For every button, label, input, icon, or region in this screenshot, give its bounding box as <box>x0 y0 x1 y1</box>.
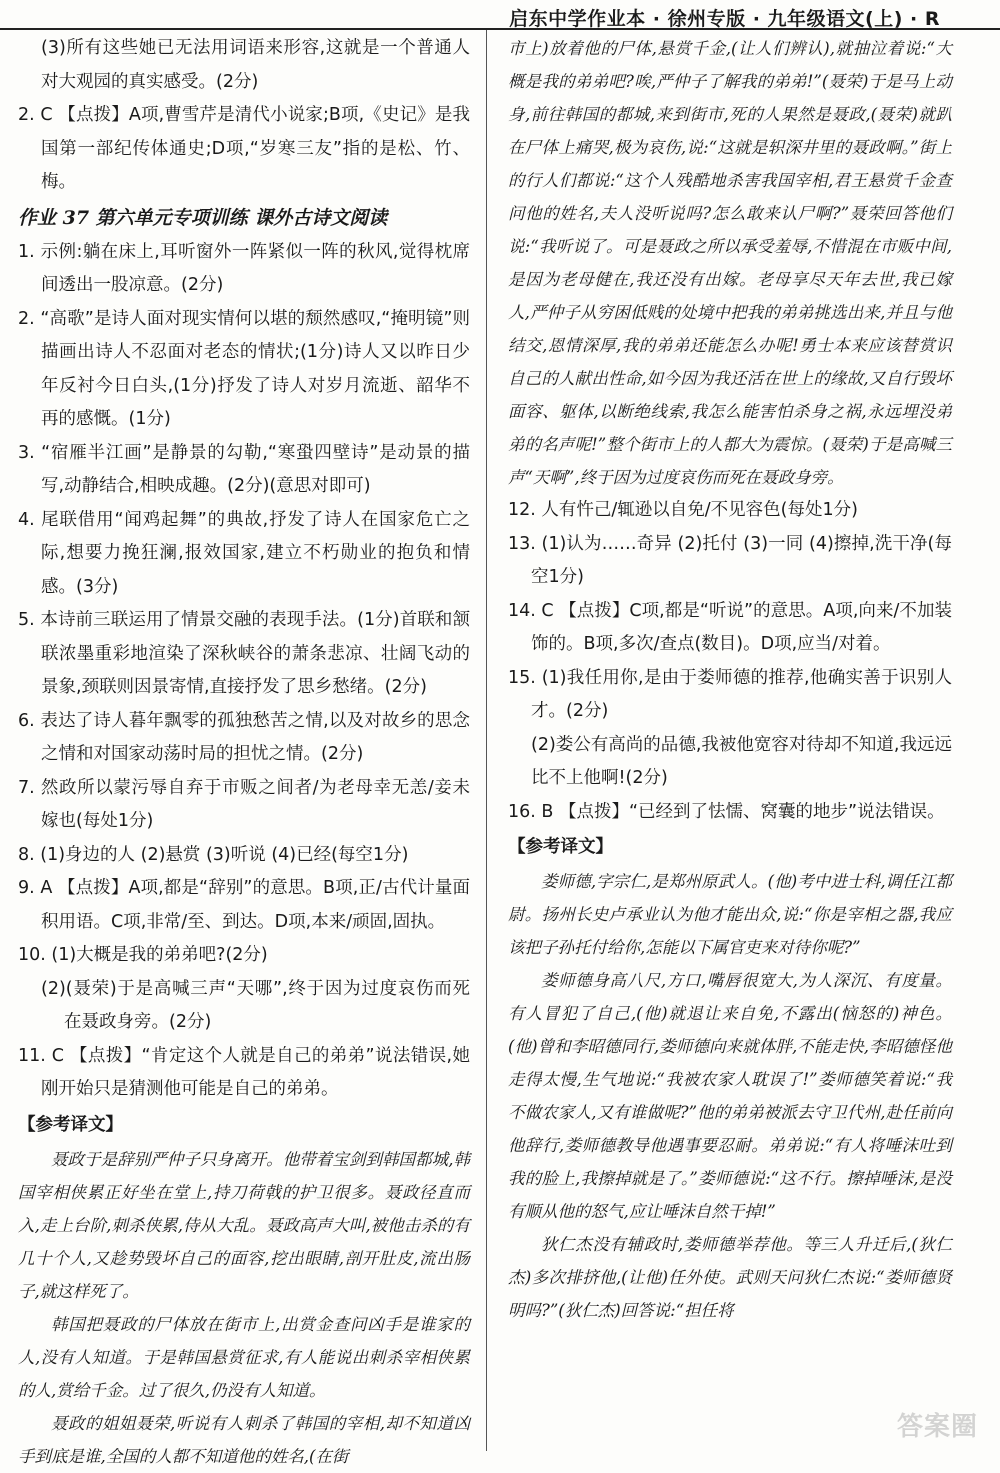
reference-translation-heading: 【参考译文】 <box>18 1114 123 1135</box>
watermark-logo <box>828 1387 978 1443</box>
page-header <box>0 0 1000 30</box>
translation-paragraph: 狄仁杰没有辅政时,娄师德举荐他。等三人升迁后,(狄仁杰)多次排挤他,(让他)任外使。武则天问狄仁杰说:“娄师德贤明吗?”(狄仁杰)回答说:“担任将 <box>508 1235 952 1320</box>
translation-paragraph: 韩国把聂政的尸体放在街市上,出赏金查问凶手是谁家的人,没有人知道。于是韩国悬赏征求,有人能说出刺杀宰相侠累的人,赏给千金。过了很久,仍没有人知道。 <box>18 1314 470 1400</box>
answer-item: 10. (1)大概是我的弟弟吧?(2分) <box>18 945 268 965</box>
answer-item: 5. 本诗前三联运用了情景交融的表现手法。(1分)首联和颔联浓墨重彩地渲染了深秋峡谷的萧条悲凉、壮阔飞动的景象,颈联则因景寄情,直接抒发了思乡愁绪。(2分) <box>18 610 470 697</box>
answer-item: 3. “宿雁半江画”是静景的勾勒,“寒蛩四壁诗”是动景的描写,动静结合,相映成趣。(2分)(意思对即可) <box>18 442 470 496</box>
column-divider <box>486 30 487 1451</box>
answer-item: 7. 然政所以蒙污辱自弃于市贩之间者/为老母幸无恙/妾未嫁也(每处1分) <box>18 777 470 831</box>
answer-item: 1. 示例:躺在床上,耳听窗外一阵紧似一阵的秋风,觉得枕席间透出一股凉意。(2分) <box>18 241 470 295</box>
translation-paragraph: 聂政于是辞别严仲子只身离开。他带着宝剑到韩国都城,韩国宰相侠累正好坐在堂上,持刀荷戟的护卫很多。聂政径直而入,走上台阶,刺杀侠累,侍从大乱。聂政高声大叫,被他击杀的有几十个人,又趁势毁坏自己的面容,挖出眼睛,剖开肚皮,流出肠子,就这样死了。 <box>18 1149 470 1301</box>
answer-item: 15. (1)我任用你,是由于娄师德的推荐,他确实善于识别人才。(2分) <box>508 667 952 721</box>
header-title: 启东中学作业本 · 徐州专版 · 九年级语文(上) · R <box>509 8 940 30</box>
answer-item: 4. 尾联借用“闻鸡起舞”的典故,抒发了诗人在国家危亡之际,想要力挽狂澜,报效国家,建立不朽勋业的抱负和情感。(3分) <box>18 509 470 597</box>
answer-line: (3)所有这些她已无法用词语来形容,这就是一个普通人对大观园的真实感受。(2分) <box>41 38 470 92</box>
answer-subitem: (2)(聂荣)于是高喊三声“天哪”,终于因为过度哀伤而死在聂政身旁。(2分) <box>41 978 470 1032</box>
answer-item: 14. C 【点拨】C项,都是“听说”的意思。A项,向来/不加装饰的。B项,多次/查点(数目)。D项,应当/对着。 <box>508 600 952 654</box>
answer-item: 11. C 【点拨】“肯定这个人就是自己的弟弟”说法错误,她刚开始只是猜测他可能是自己的弟弟。 <box>18 1045 470 1099</box>
translation-paragraph: 聂政的姐姐聂荣,听说有人刺杀了韩国的宰相,却不知道凶手到底是谁,全国的人都不知道他的姓名,(在街 <box>18 1413 470 1466</box>
answer-item: 2. “高歌”是诗人面对现实情何以堪的颓然感叹,“掩明镜”则描画出诗人不忍面对老态的情状;(1分)诗人又以昨日少年反衬今日白头,(1分)抒发了诗人对岁月流逝、韶华不再的感慨。(1分) <box>18 308 470 429</box>
answer-item: 9. A 【点拨】A项,都是“辞别”的意思。B项,正/古代计量面积用语。C项,非常/至、到达。D项,本来/顽固,固执。 <box>18 878 470 932</box>
left-column <box>18 32 470 1473</box>
answer-item: 8. (1)身边的人 (2)悬赏 (3)听说 (4)已经(每空1分) <box>18 844 409 865</box>
answer-item: 6. 表达了诗人暮年飘零的孤独愁苦之情,以及对故乡的思念之情和对国家动荡时局的担忧之情。(2分) <box>18 710 470 764</box>
watermark-text: 答案圈 <box>896 1412 978 1442</box>
answer-item: 16. B 【点拨】“已经到了怯懦、窝囊的地步”说法错误。 <box>508 801 945 822</box>
answer-item: 12. 人有忤己/辄逊以自免/不见容色(每处1分) <box>508 500 858 520</box>
answer-subitem: (2)娄公有高尚的品德,我被他宽容对待却不知道,我远远比不上他啊!(2分) <box>531 734 952 788</box>
answer-item: 13. (1)认为……奇异 (2)托付 (3)一同 (4)擦掉,洗干净(每空1分) <box>508 533 952 587</box>
translation-paragraph: 娄师德,字宗仁,是郑州原武人。(他)考中进士科,调任江都尉。扬州长史卢承业认为他才能出众,说:“你是宰相之器,我应该把子孙托付给你,怎能以下属官吏来对待你呢?” <box>508 872 952 957</box>
reference-translation-heading: 【参考译文】 <box>508 837 613 857</box>
translation-paragraph: 市上)放着他的尸体,悬赏千金,(让人们辨认),就抽泣着说:“大概是我的弟弟吧?唉,严仲子了解我的弟弟!”(聂荣)于是马上动身,前往韩国的都城,来到街市,死的人果然是聂政,(聂荣)就趴在尸体上痛哭,极为哀伤,说:“这就是轵深井里的聂政啊。”街上的行人们都说:“这个人残酷地杀害我国宰相,君王悬赏千金查问他的姓名,夫人没听说吗?怎么敢来认尸啊?”聂荣回答他们说:“我听说了。可是聂政之所以承受羞辱,不惜混在市贩中间,是因为老母健在,我还没有出嫁。老母享尽天年去世,我已嫁人,严仲子从穷困低贱的处境中把我的弟弟挑选出来,并且与他结交,恩情深厚,我的弟弟还能怎么办呢!勇士本来应该替赏识自己的人献出性命,如今因为我还活在世上的缘故,又自行毁坏面容、躯体,以断绝线索,我怎么能害怕杀身之祸,永远埋没弟弟的名声呢!”整个街市上的人都大为震惊。(聂荣)于是高喊三声“天啊”,终于因为过度哀伤而死在聂政身旁。 <box>508 39 952 487</box>
right-column <box>508 32 952 1327</box>
answer-item: 2. C 【点拨】A项,曹雪芹是清代小说家;B项,《史记》是我国第一部纪传体通史;D项,“岁寒三友”指的是松、竹、梅。 <box>18 105 470 192</box>
section-title: 作业 37 第六单元专项训练 课外古诗文阅读 <box>18 206 388 229</box>
translation-paragraph: 娄师德身高八尺,方口,嘴唇很宽大,为人深沉、有度量。有人冒犯了自己,(他)就退让来自免,不露出(恼怒的)神色。(他)曾和李昭德同行,娄师德向来就体胖,不能走快,李昭德怪他走得太慢,生气地说:“我被农家人耽误了!”娄师德笑着说:“我不做农家人,又有谁做呢?”他的弟弟被派去守卫代州,赴任前向他辞行,娄师德教导他遇事要忍耐。弟弟说:“有人将唾沫吐到我的脸上,我擦掉就是了。”娄师德说:“这不行。擦掉唾沫,是没有顺从他的怒气,应让唾沫自然干掉!” <box>508 971 952 1221</box>
